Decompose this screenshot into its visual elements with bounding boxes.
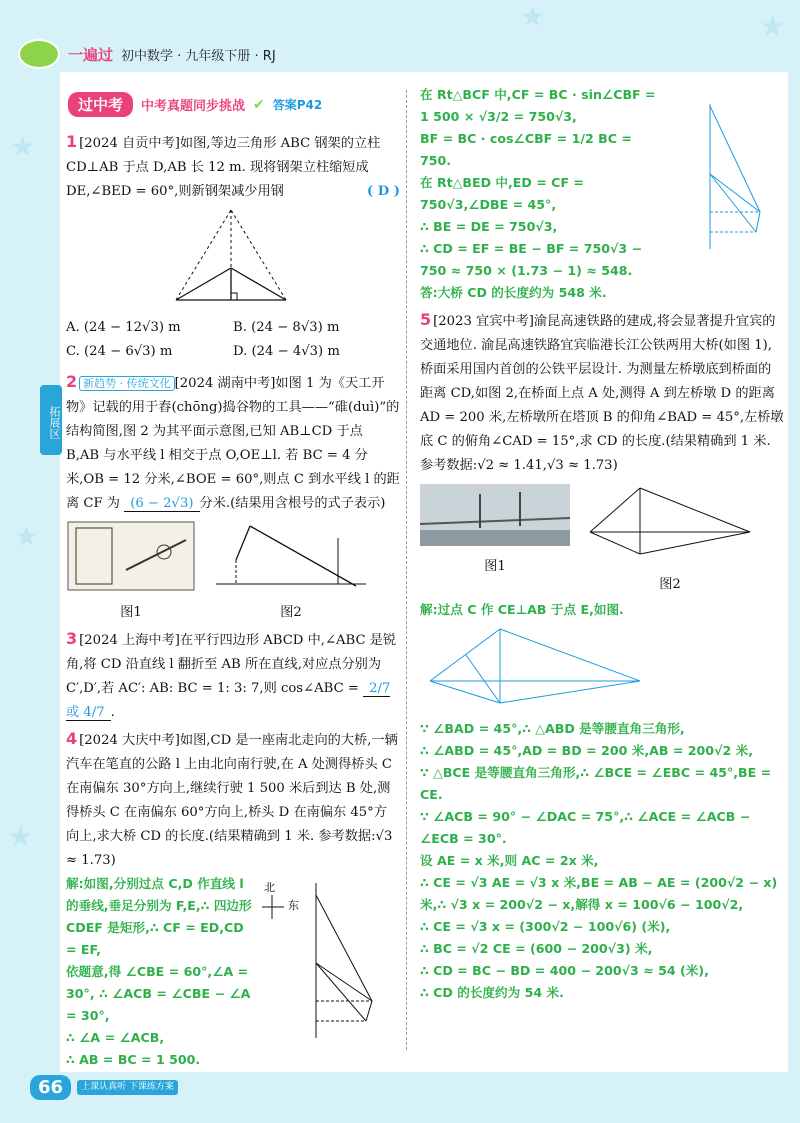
q4-text: [2024 大庆中考]如图,CD 是一座南北走向的大桥,一辆汽车在笔直的公路 l 上由北向南行驶,在 A 处测得桥头 C 在南偏东 30°方向上,继续行驶 1 500 米后到达 B 处,测得桥头 C 在南偏东 60°方向上,桥头 D 在南偏东 45°方向上,求大桥 CD 的长度.(结果精确到 1 米. 参考数据:√3 ≈ 1.73) [66,733,398,868]
q1-option-b: B. (24 − 8√3) m [233,320,340,335]
q1-options [66,316,400,364]
question-1 [66,130,400,364]
question-5 [420,308,784,1004]
q2-text: [2024 湖南中考]如图 1 为《天工开物》记载的用于舂(chōng)捣谷物的工具——“碓(duì)”的结构简图,图 2 为其平面示意图,已知 AB⊥CD 于点 B,AB 与水平线 l 相交于点 O,OE⊥l. 若 BC = 4 分米,OB = 12 分米,∠BOE = 60°,则点 C 到水平线 l 的距离 CF 为 [66,376,400,511]
q5-sol-line: ∵ ∠ACB = 90° − ∠DAC = 75°,∴ ∠ACE = ∠ACB − ∠ECB = 30°. [420,809,751,846]
q2-tail: 分米.(结果用含根号的式子表示) [199,496,386,511]
q5-solution-figure [420,621,650,711]
side-tab: 拓展区 [40,385,62,455]
q5-figure-2 [580,484,760,564]
footer-slogan: 上课认真听 下课练方案 [77,1080,178,1095]
page-footer [30,1075,178,1100]
q2-figure-1 [66,520,196,592]
q2-figure-2 [216,520,366,592]
q1-option-c: C. (24 − 6√3) m [66,344,173,359]
q5-sol-line: ∴ BC = √2 CE = (600 − 200√3) 米, [420,941,653,956]
q4-sol-line: 依题意,得 ∠CBE = 60°,∠A = 30°, ∴ ∠ACB = ∠CBE − ∠A = 30°, [66,964,251,1023]
compass-east: 东 [288,899,299,912]
q2-number: 2 [66,372,78,391]
q1-option-a: A. (24 − 12√3) m [66,320,181,335]
q2-fig2-caption: 图2 [280,605,302,620]
q5-solution [420,599,784,1004]
q1-number: 1 [66,132,78,151]
q5-number: 5 [420,310,432,329]
q4-solution-continued [420,84,660,304]
q3-tail: . [110,705,115,720]
q5-fig1-caption: 图1 [484,559,506,574]
q4-sol-line: ∴ AB = BC = 1 500. [66,1052,201,1067]
q3-number: 3 [66,629,78,648]
q2-tag: 新趋势 · 传统文化 [79,376,175,391]
q3-text: [2024 上海中考]在平行四边形 ABCD 中,∠ABC 是锐角,将 CD 沿直线 l 翻折至 AB 所在直线,对应点分别为 C′,D′,若 AC′: AB: BC = 1: 3: 7,则 cos∠ABC = [66,633,397,696]
q4-solution [66,873,254,1071]
question-2 [66,370,400,625]
section-title: 过中考 [68,92,133,117]
brand-logo [18,39,60,69]
q5-fig2-caption: 图2 [659,577,681,592]
q4-sol-cont-line: 在 Rt△BCF 中,CF = BC · sin∠CBF = 1 500 × √3/2 = 750√3, [420,87,656,124]
section-subtitle: 中考真题同步挑战 [141,99,246,114]
q5-sol-line: ∴ CD = BC − BD = 400 − 200√3 ≈ 54 (米), [420,963,709,978]
page-header [18,40,276,68]
q1-text: [2024 自贡中考]如图,等边三角形 ABC 钢架的立柱 CD⊥AB 于点 D,AB 长 12 m. 现将钢架立柱缩短成 DE,∠BED = 60°,则新钢架减少用钢 [66,136,381,199]
q5-text: [2023 宜宾中考]渝昆高速铁路的建成,将会显著提升宜宾的交通地位. 渝昆高速铁路宜宾临港长江公铁两用大桥(如图 1),桥面采用国内首创的公铁平层设计. 为测量左桥墩底到桥面的距离 CD,如图 2,在桥面上点 A 处,测得 A 到左桥墩 D 的距离 AD = 200 米,左桥墩所在塔顶 B 的仰角∠BAD = 45°,左桥墩底 C 的俯角∠CAD = 15°,求 CD 的长度.(结果精确到 1 米. 参考数据:√2 ≈ 1.41,√3 ≈ 1.73) [420,314,784,473]
right-column [420,84,784,1004]
q5-sol-line: ∴ CD 的长度约为 54 米. [420,985,564,1000]
q3-blank: 2/7 或 4/7 [66,681,391,720]
q4-figure-repeat [660,84,770,254]
compass-north: 北 [264,881,275,894]
q2-blank: (6 − 2√3) [124,496,199,512]
q4-sol-cont-line: 答:大桥 CD 的长度约为 548 米. [420,285,607,300]
q1-answer: ( D ) [366,184,400,199]
q4-sol-cont-line: ∴ CD = EF = BE − BF = 750√3 − 750 ≈ 750 × (1.73 − 1) ≈ 548. [420,241,643,278]
q4-sol-line: 解:如图,分别过点 C,D 作直线 l 的垂线,垂足分别为 F,E,∴ 四边形 CDEF 是矩形,∴ CF = ED,CD = EF, [66,876,252,957]
q4-sol-line: ∴ ∠A = ∠ACB, [66,1030,165,1045]
q4-sol-cont-line: BF = BC · cos∠CBF = 1/2 BC = 750. [420,131,632,168]
q5-sol-line: ∴ ∠ABD = 45°,AD = BD = 200 米,AB = 200√2 米, [420,743,753,758]
q5-figure-1 [420,484,570,546]
q5-sol-line: 设 AE = x 米,则 AC = 2x 米, [420,853,599,868]
q4-sol-cont-line: ∴ BE = DE = 750√3, [420,219,558,234]
q5-sol-line: ∴ CE = √3 AE = √3 x 米,BE = AB − AE = (200√2 − x) 米,∴ √3 x = 200√2 − x,解得 x = 100√6 − 100√2, [420,875,778,912]
question-4 [66,727,400,1071]
q4-number: 4 [66,729,78,748]
question-3 [66,627,400,725]
column-divider [406,90,407,1050]
page-number: 66 [30,1075,71,1100]
q5-sol-line: ∴ CE = √3 x = (300√2 − 100√6) (米), [420,919,671,934]
q2-fig1-caption: 图1 [120,605,142,620]
check-icon: ✔ [253,96,265,113]
q4-figure [254,873,394,1043]
q5-sol-line: 解:过点 C 作 CE⊥AB 于点 E,如图. [420,602,624,617]
q1-figure [66,204,396,314]
q5-sol-line: ∵ △BCE 是等腰直角三角形,∴ ∠BCE = ∠EBC = 45°,BE = CE. [420,765,772,802]
brand-name: 一遍过 [68,45,114,64]
course-name: 初中数学 · 九年级下册 · RJ [121,48,276,64]
q1-option-d: D. (24 − 4√3) m [233,344,340,359]
left-column [66,130,400,1071]
q4-sol-cont-line: 在 Rt△BED 中,ED = CF = 750√3,∠DBE = 45°, [420,175,584,212]
section-bar [68,92,322,117]
answer-ref: 答案P42 [272,98,323,112]
q5-sol-line: ∵ ∠BAD = 45°,∴ △ABD 是等腰直角三角形, [420,721,685,736]
